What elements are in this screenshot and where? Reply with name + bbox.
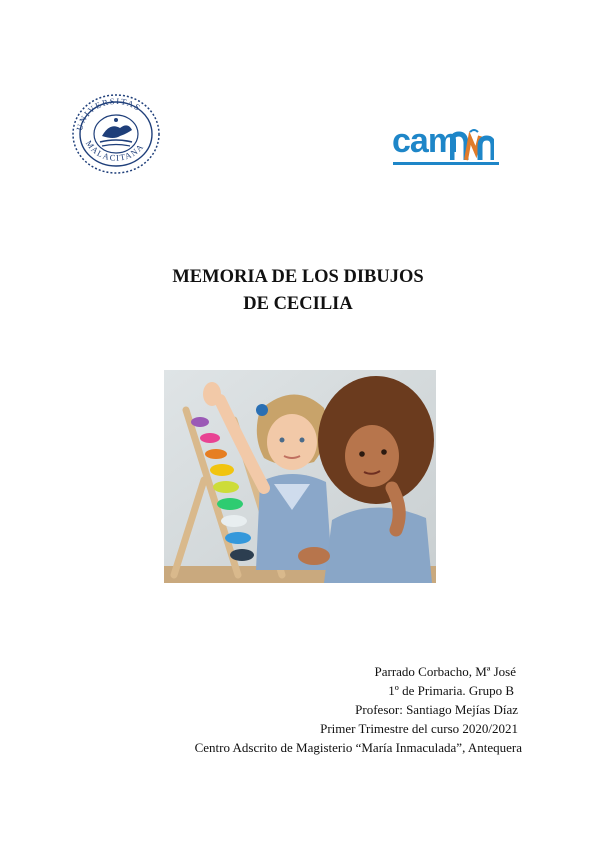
teacher-name: Profesor: Santiago Mejías Díaz	[355, 702, 518, 717]
cover-photo	[164, 370, 436, 583]
svg-text:MALACITANA: MALACITANA	[83, 138, 146, 163]
camma-logo	[392, 122, 502, 168]
brand-underline	[393, 162, 499, 165]
author-block	[118, 662, 522, 757]
university-seal-logo	[70, 92, 162, 176]
document-title	[120, 264, 476, 318]
academic-term: Primer Trimestre del curso 2020/2021	[320, 721, 518, 736]
course-group: 1º de Primaria. Grupo B	[388, 683, 514, 698]
brand-text: cam	[392, 122, 458, 160]
institution-name: Centro Adscrito de Magisterio “María Inmaculada”, Antequera	[194, 740, 522, 755]
svg-text:UNIVERSITAS: UNIVERSITAS	[74, 95, 144, 132]
brand-mark-icon	[450, 128, 494, 162]
title-line-1: MEMORIA DE LOS DIBUJOS	[172, 267, 424, 287]
title-line-2: DE CECILIA	[243, 294, 353, 314]
author-name: Parrado Corbacho, Mª José	[374, 664, 516, 679]
